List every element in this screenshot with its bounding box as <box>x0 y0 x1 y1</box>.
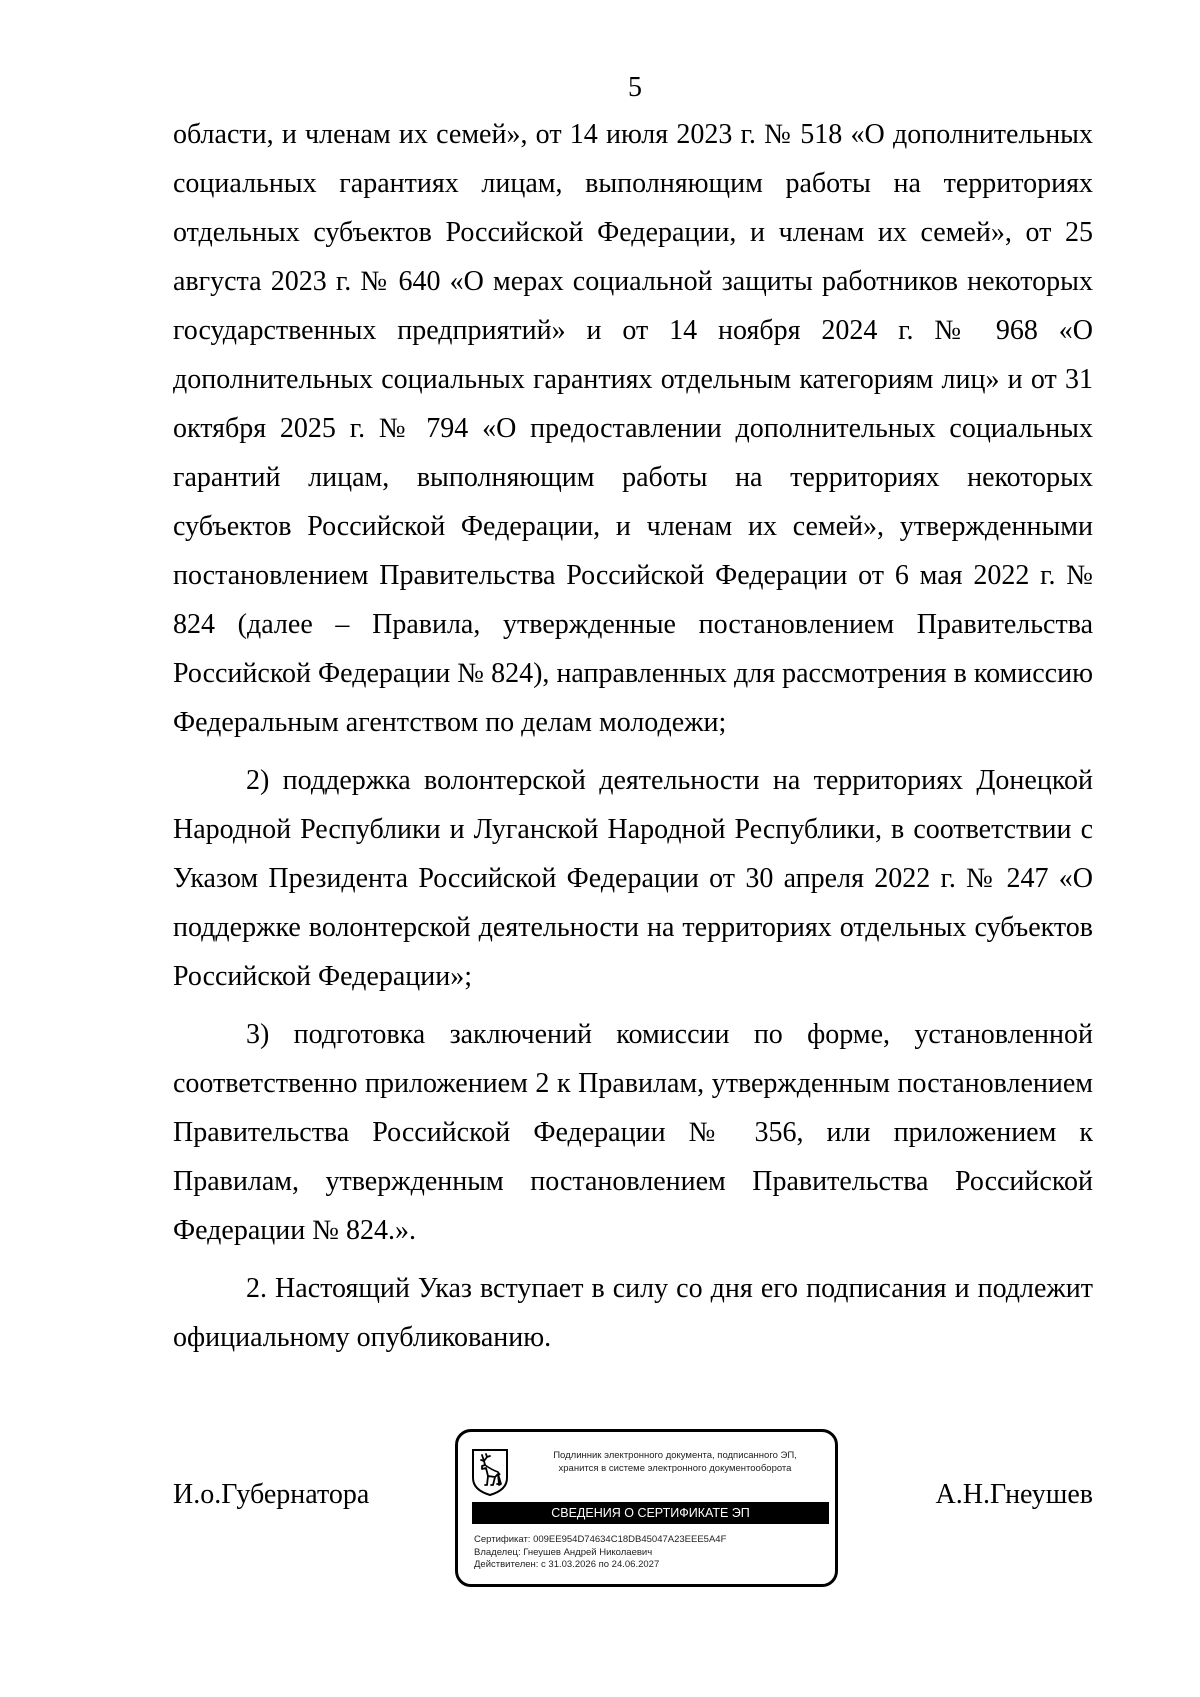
deer-emblem-icon <box>471 1448 509 1496</box>
stamp-note-line-1: Подлинник электронного документа, подписанного ЭП, <box>553 1450 797 1461</box>
certificate-heading: СВЕДЕНИЯ О СЕРТИФИКАТЕ ЭП <box>472 1502 829 1524</box>
certificate-number: Сертификат: 009EE954D74634C18DB45047A23EEE5A4F <box>474 1534 727 1545</box>
paragraph-continuation: области, и членам их семей», от 14 июля 2023 г. № 518 «О дополнительных социальных гарантиях лицам, выполняющим работы на территориях отдельных субъектов Российской Федерации, и членам их семей», от 25 августа 2023 г. № 640 «О мерах социальной защиты работников некоторых государственных предприятий» и от 14 ноября 2024 г. № 968 «О дополнительных социальных гарантиях отдельным категориям лиц» и от 31 октября 2025 г. № 794 «О предоставлении дополнительных социальных гарантий лицам, выполняющим работы на территориях некоторых субъектов Российской Федерации, и членам их семей», утвержденными постановлением Правительства Российской Федерации от 6 мая 2022 г. № 824 (далее – Правила, утвержденные постановлением Правительства Российской Федерации № 824), направленных для рассмотрения в комиссию Федеральным агентством по делам молодежи; <box>173 119 1093 738</box>
signatory-position: И.о.Губернатора <box>173 1479 370 1510</box>
stamp-note-line-2: хранится в системе электронного документооборота <box>558 1463 792 1474</box>
page-number: 5 <box>628 72 642 103</box>
certificate-details <box>474 1534 726 1572</box>
paragraph-item-3: 3) подготовка заключений комиссии по форме, установленной соответственно приложением 2 к Правилам, утвержденным постановлением Правительства Российской Федерации № 356, или приложением к Правилам, утвержденным постановлением Правительства Российской Федерации № 824.». <box>173 1019 1093 1246</box>
certificate-owner: Владелец: Гнеушев Андрей Николаевич <box>474 1546 653 1558</box>
electronic-signature-stamp <box>455 1429 838 1587</box>
stamp-note <box>520 1449 830 1475</box>
document-body <box>173 110 1093 1362</box>
paragraph-effective-clause: 2. Настоящий Указ вступает в силу со дня его подписания и подлежит официальному опубликованию. <box>173 1273 1093 1353</box>
paragraph-item-2: 2) поддержка волонтерской деятельности на территориях Донецкой Народной Республики и Луганской Народной Республики, в соответствии с Указом Президента Российской Федерации от 30 апреля 2022 г. № 247 «О поддержке волонтерской деятельности на территориях отдельных субъектов Российской Федерации»; <box>173 765 1093 992</box>
signatory-name: А.Н.Гнеушев <box>935 1479 1093 1510</box>
certificate-validity: Действителен: с 31.03.2026 по 24.06.2027 <box>474 1559 660 1570</box>
